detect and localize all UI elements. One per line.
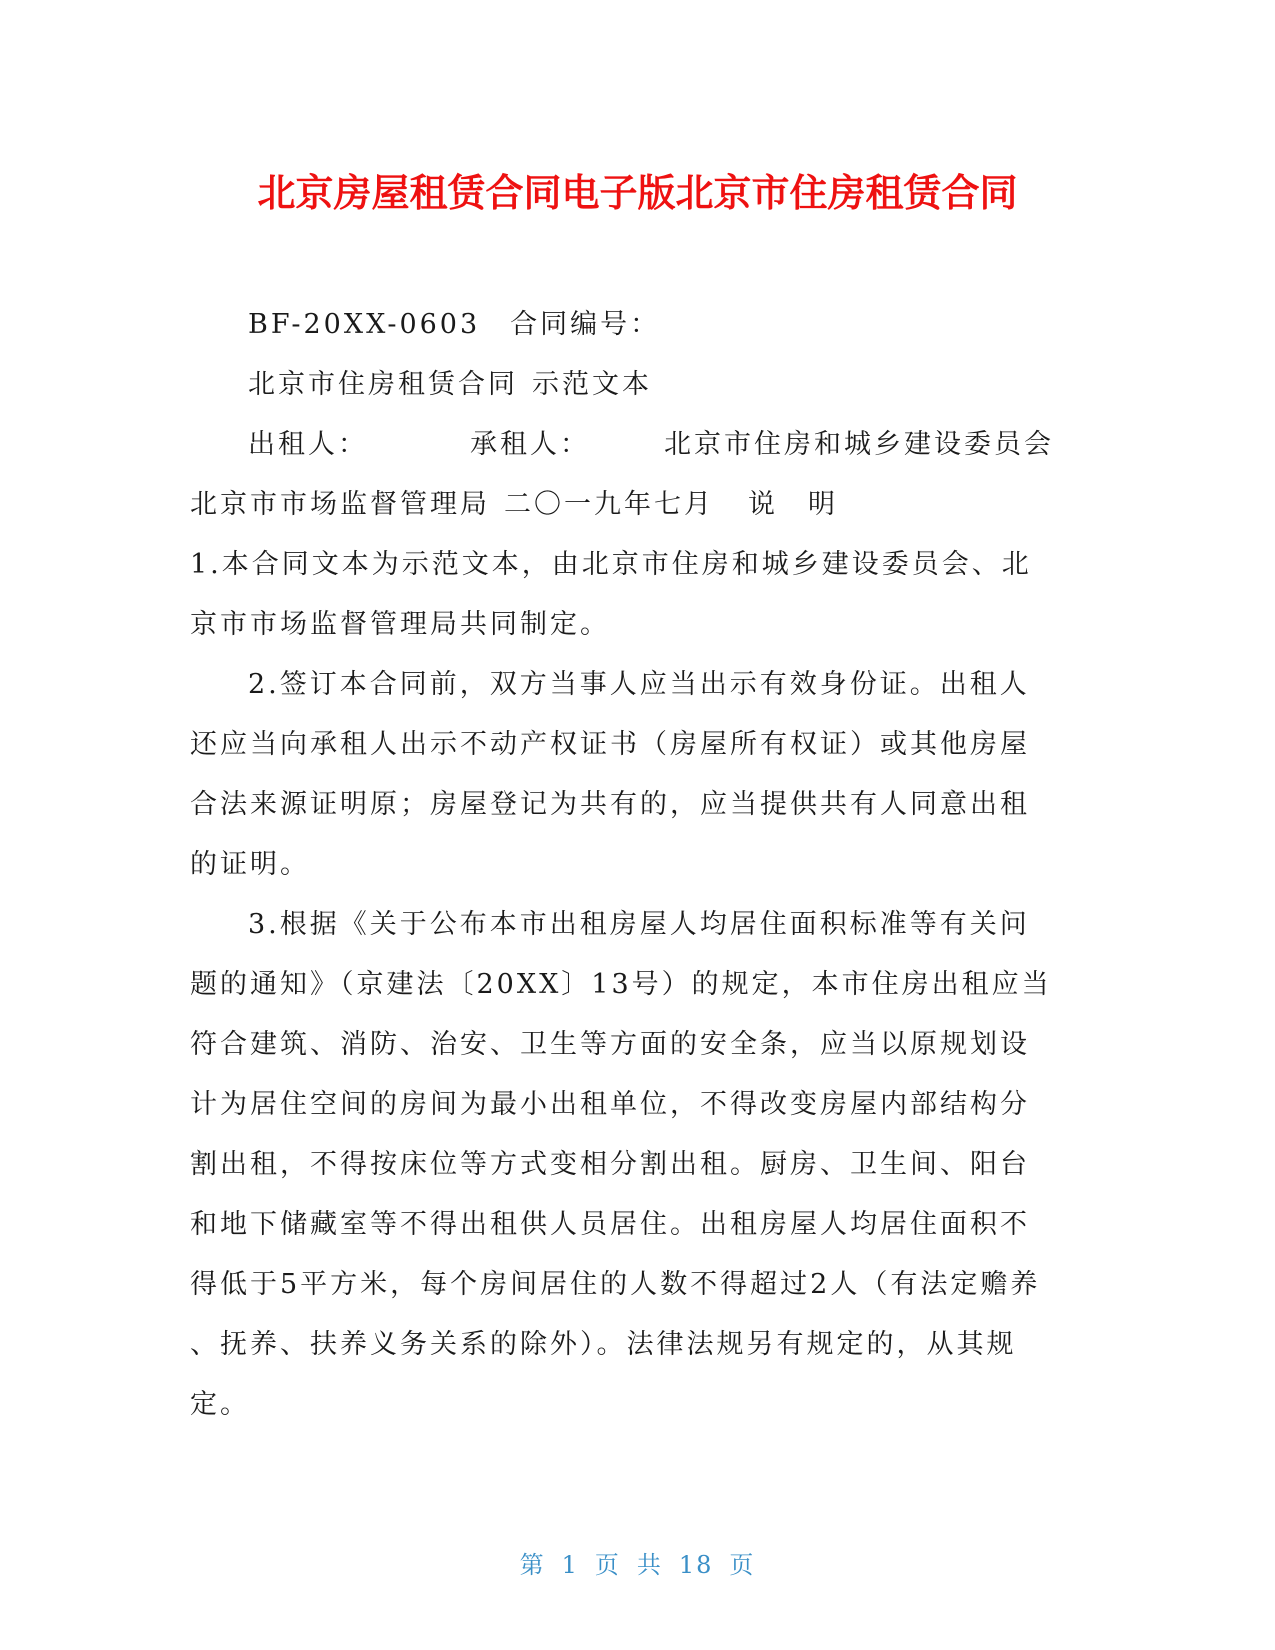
para1-line: 京市市场监督管理局共同制定。	[190, 609, 610, 640]
para3-line: 得低于5平方米，每个房间居住的人数不得超过2人（有法定赡养	[190, 1269, 1041, 1300]
para3-line: 3.根据《关于公布本市出租房屋人均居住面积标准等有关问	[248, 909, 1030, 940]
parties-line	[190, 415, 1060, 475]
para3-line: 定。	[190, 1389, 250, 1420]
issue-date: 二〇一九年七月	[504, 489, 714, 520]
explain-char-1: 说	[748, 489, 778, 520]
page-label-di: 第	[519, 1551, 546, 1579]
contract-name: 北京市住房租赁合同	[248, 369, 518, 400]
explain-char-2: 明	[808, 489, 838, 520]
para3-line: 符合建筑、消防、治安、卫生等方面的安全条，应当以原规划设	[190, 1029, 1030, 1060]
document-title: 北京房屋租赁合同电子版北京市住房租赁合同	[257, 171, 1018, 215]
para2-line: 的证明。	[190, 849, 310, 880]
para2-line: 2.签订本合同前，双方当事人应当出示有效身份证。出租人	[248, 669, 1030, 700]
para1-line: 1.本合同文本为示范文本，由北京市住房和城乡建设委员会、北	[190, 549, 1032, 580]
page-label-gong: 共	[636, 1551, 663, 1579]
lessor-label: 出租人：	[248, 429, 368, 460]
page-label-ye: 页	[594, 1551, 621, 1579]
issuer-2: 北京市市场监督管理局	[190, 489, 490, 520]
lessee-label: 承租人：	[470, 429, 590, 460]
issuer-1: 北京市住房和城乡建设委员会	[664, 429, 1054, 460]
para3-line: 、抚养、扶养义务关系的除外）。法律法规另有规定的，从其规	[190, 1329, 1017, 1360]
para3-line: 计为居住空间的房间为最小出租单位，不得改变房屋内部结构分	[190, 1089, 1030, 1120]
contract-code: BF-20XX-0603	[248, 309, 481, 340]
page-current: 1	[561, 1551, 579, 1579]
page-footer	[0, 1545, 1275, 1580]
para2-line: 还应当向承租人出示不动产权证书（房屋所有权证）或其他房屋	[190, 729, 1030, 760]
page-total: 18	[678, 1551, 714, 1579]
header-line	[190, 295, 1060, 355]
subtitle-line	[190, 355, 1060, 415]
page-label-ye-2: 页	[729, 1551, 756, 1579]
para3-line: 割出租，不得按床位等方式变相分割出租。厨房、卫生间、阳台	[190, 1149, 1030, 1180]
document-body	[190, 295, 1060, 1435]
para3-line: 和地下储藏室等不得出租供人员居住。出租房屋人均居住面积不	[190, 1209, 1030, 1240]
para2-line: 合法来源证明原；房屋登记为共有的，应当提供共有人同意出租	[190, 789, 1030, 820]
issuer-date-line	[190, 475, 1060, 535]
contract-no-label: 合同编号：	[510, 309, 661, 340]
para3-line: 题的通知》（京建法〔20XX〕13号）的规定，本市住房出租应当	[190, 969, 1052, 1000]
contract-type: 示范文本	[532, 369, 652, 400]
